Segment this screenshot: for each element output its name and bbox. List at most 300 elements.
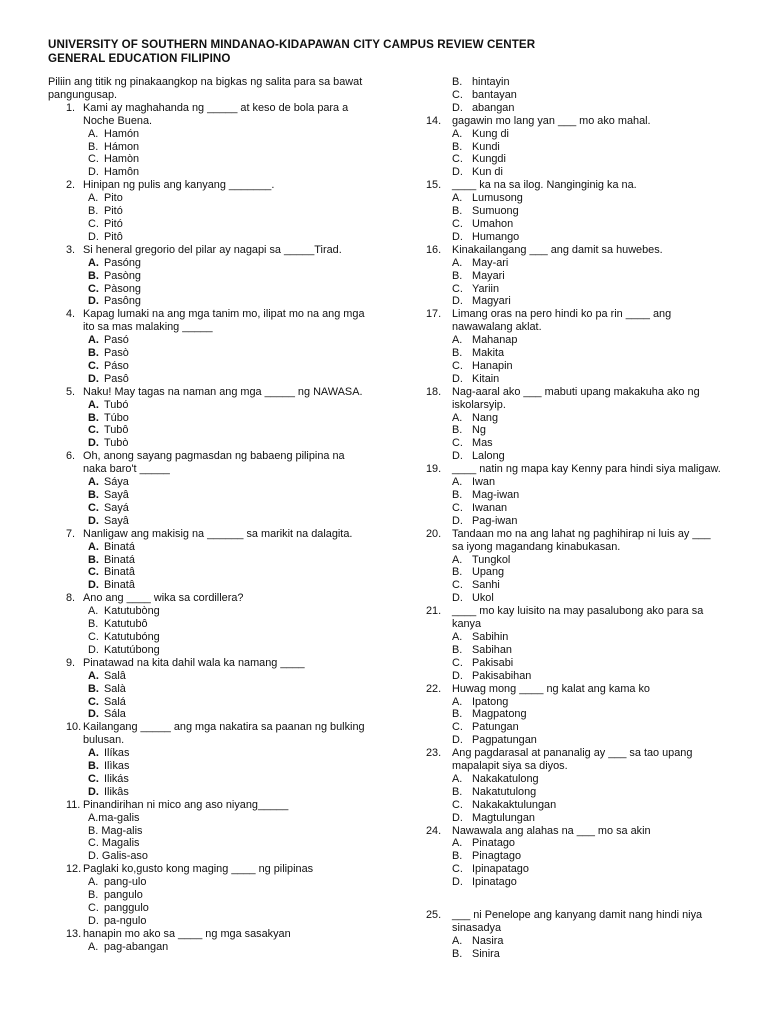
answer-option <box>48 270 366 283</box>
answer-option <box>414 566 724 579</box>
answer-option <box>48 476 366 489</box>
answer-option <box>414 283 724 296</box>
question-12 <box>48 863 366 876</box>
option-letter: A. <box>452 934 463 947</box>
question-number: 21. <box>426 605 442 618</box>
answer-option <box>414 102 724 115</box>
option-text: May-ari <box>472 256 509 269</box>
answer-option <box>414 837 724 850</box>
question-25 <box>414 909 724 935</box>
question-text: Kapag lumaki na ang mga tanim mo, ilipat mo na ang mga ito sa mas malaking _____ <box>83 308 365 334</box>
question-text: Pinandirihan ni mico ang aso niyang_____ <box>83 798 289 811</box>
answer-option <box>48 554 366 567</box>
question-text: Ang pagdarasal at pananalig ay ___ sa tao upang mapalapit siya sa diyos. <box>452 747 693 773</box>
option-text: abangan <box>472 101 515 114</box>
option-letter: C. <box>452 153 463 166</box>
option-letter: A. <box>452 411 463 424</box>
answer-option <box>48 579 366 592</box>
instructions: Piliin ang titik ng pinakaangkop na bigkas ng salita para sa bawat pangungusap. <box>48 76 363 101</box>
option-letter: C. <box>452 863 463 876</box>
question-number: 4. <box>66 308 76 321</box>
answer-option <box>414 786 724 799</box>
question-number: 18. <box>426 385 442 398</box>
option-letter: B. <box>452 424 463 437</box>
answer-option <box>414 579 724 592</box>
question-number: 8. <box>66 592 76 605</box>
answer-option <box>414 670 724 683</box>
option-letter: D. <box>88 914 99 927</box>
option-letter: A. <box>88 256 99 269</box>
option-text: Pito <box>104 192 123 205</box>
option-letter: C. <box>452 501 463 514</box>
option-text: Kun di <box>472 166 503 179</box>
option-text: Pag-iwan <box>472 514 518 527</box>
question-text: gagawin mo lang yan ___ mo ako mahal. <box>452 114 651 127</box>
document-title: UNIVERSITY OF SOUTHERN MINDANAO-KIDAPAWAN CITY CAMPUS REVIEW CENTER <box>48 38 536 51</box>
option-letter: C. <box>88 630 99 643</box>
option-text: Ng <box>472 424 486 437</box>
option-letter: B. <box>452 566 463 579</box>
option-text: Pitó <box>104 205 123 218</box>
answer-option: A.ma-galis <box>88 811 140 824</box>
option-text: Pàsong <box>104 282 141 295</box>
answer-option <box>48 334 366 347</box>
answer-option <box>414 257 724 270</box>
question-number: 5. <box>66 385 76 398</box>
option-letter: D. <box>452 811 463 824</box>
answer-option <box>414 721 724 734</box>
option-text: Sayá <box>104 501 129 514</box>
option-letter: A. <box>88 876 99 889</box>
option-letter: C. <box>452 656 463 669</box>
answer-option <box>48 566 366 579</box>
right-column <box>414 76 724 961</box>
answer-option <box>414 360 724 373</box>
answer-option <box>414 554 724 567</box>
answer-option <box>48 218 366 231</box>
option-letter: B. <box>452 347 463 360</box>
question-number: 15. <box>426 179 442 192</box>
option-text: bantayan <box>472 88 517 101</box>
option-letter: C. <box>88 566 99 579</box>
option-text: pa-ngulo <box>104 914 147 927</box>
answer-option <box>48 683 366 696</box>
question-text: Nag-aaral ako ___ mabuti upang makakuha ako ng iskolarsyip. <box>452 385 700 411</box>
question-24 <box>414 825 724 838</box>
question-text: Limang oras na pero hindi ko pa rin ____ ang nawawalang aklat. <box>452 308 672 334</box>
option-text: Humango <box>472 230 520 243</box>
question-text: Kailangang _____ ang mga nakatira sa paanan ng bulking bulusan. <box>83 721 365 747</box>
option-letter: D. <box>452 876 463 889</box>
question-number: 13. <box>66 927 82 940</box>
option-letter: A. <box>452 837 463 850</box>
option-text: Tungkol <box>472 553 511 566</box>
question-text: hanapin mo ako sa ____ ng mga sasakyan <box>83 927 291 940</box>
question-number: 20. <box>426 527 442 540</box>
option-letter: D. <box>452 669 463 682</box>
question-number: 12. <box>66 863 82 876</box>
option-letter: D. <box>88 514 99 527</box>
option-text: Pasó <box>104 334 129 347</box>
option-letter: A. <box>88 398 99 411</box>
option-text: Kundi <box>472 140 500 153</box>
answer-option <box>414 935 724 948</box>
answer-option <box>48 192 366 205</box>
question-number: 19. <box>426 463 442 476</box>
answer-option <box>48 128 366 141</box>
question-9 <box>48 657 366 670</box>
answer-option <box>48 295 366 308</box>
option-text: Katutúbong <box>104 643 160 656</box>
option-letter: A. <box>88 334 99 347</box>
option-letter: A. <box>88 940 99 953</box>
option-letter: D. <box>88 166 99 179</box>
option-letter: A. <box>452 553 463 566</box>
option-letter: C. <box>452 721 463 734</box>
question-text: Nanligaw ang makisig na ______ sa marikit na dalagita. <box>83 527 353 540</box>
option-text: Hamôn <box>104 166 140 179</box>
option-letter: B. <box>88 553 99 566</box>
option-text: Pakisabi <box>472 656 514 669</box>
answer-option <box>48 153 366 166</box>
answer-option <box>414 708 724 721</box>
option-text: Mayari <box>472 269 505 282</box>
answer-option <box>414 218 724 231</box>
answer-option <box>48 644 366 657</box>
question-text: Naku! May tagas na naman ang mga _____ ng NAWASA. <box>83 385 363 398</box>
question-text: Oh, anong sayang pagmasdan ng babaeng pilipina na naka baro't _____ <box>83 450 345 476</box>
answer-option <box>48 760 366 773</box>
option-text: Pinatago <box>472 837 515 850</box>
option-letter: D. <box>452 372 463 385</box>
option-letter: B. <box>88 760 99 773</box>
question-22 <box>414 683 724 696</box>
option-letter: D. <box>88 579 99 592</box>
answer-option: D. Galis-aso <box>88 850 148 863</box>
option-text: Hamòn <box>104 153 140 166</box>
answer-option <box>414 450 724 463</box>
question-19 <box>414 463 724 476</box>
option-letter: C. <box>452 579 463 592</box>
option-text: pag-abangan <box>104 940 169 953</box>
question-text: Ano ang ____ wika sa cordillera? <box>83 592 244 605</box>
option-letter: B. <box>88 411 99 424</box>
option-letter: C. <box>88 902 99 914</box>
option-text: Umahon <box>472 217 514 230</box>
question-2 <box>48 179 366 192</box>
option-text: Hámon <box>104 140 140 153</box>
question-13 <box>48 928 366 941</box>
option-letter: C. <box>88 217 99 230</box>
question-5 <box>48 386 366 399</box>
option-letter: B. <box>452 76 463 88</box>
answer-option <box>414 192 724 205</box>
question-text: ___ ni Penelope ang kanyang damit nang hindi niya sinasadya <box>452 909 703 934</box>
question-number: 14. <box>426 114 442 127</box>
option-text: Kitain <box>472 372 500 385</box>
option-letter: C. <box>88 695 99 708</box>
option-text: Binatâ <box>104 579 135 592</box>
question-number: 24. <box>426 824 442 837</box>
option-text: Ilikâs <box>104 785 129 798</box>
option-text: Hamón <box>104 127 140 140</box>
option-letter: B. <box>88 140 99 153</box>
option-letter: B. <box>452 269 463 282</box>
option-letter: B. <box>452 785 463 798</box>
option-letter: D. <box>88 643 99 656</box>
answer-option <box>414 437 724 450</box>
option-text: Ipinatago <box>472 876 517 889</box>
option-text: Iwan <box>472 476 496 489</box>
option-letter: C. <box>452 282 463 295</box>
option-text: Ipinapatago <box>472 863 529 876</box>
option-text: Nang <box>472 411 499 424</box>
option-letter: C. <box>452 217 463 230</box>
option-text: hintayin <box>472 76 510 88</box>
answer-option <box>48 696 366 709</box>
option-letter: C. <box>452 359 463 372</box>
option-letter: C. <box>452 437 463 450</box>
option-text: Pakisabihan <box>472 669 532 682</box>
option-text: Ilíkas <box>104 747 130 760</box>
question-17 <box>414 308 724 334</box>
option-text: Pagpatungan <box>472 734 537 747</box>
answer-option <box>48 373 366 386</box>
answer-option: C. Magalis <box>88 837 140 850</box>
option-text: Patungan <box>472 721 519 734</box>
option-letter: B. <box>452 140 463 153</box>
option-letter: A. <box>452 256 463 269</box>
option-text: Katutubô <box>104 618 148 631</box>
option-letter: A. <box>452 476 463 489</box>
answer-option <box>414 205 724 218</box>
option-letter: C. <box>452 88 463 101</box>
answer-option <box>48 257 366 270</box>
question-number: 11. <box>66 798 81 811</box>
answer-option <box>414 412 724 425</box>
option-letter: D. <box>88 295 99 308</box>
question-6 <box>48 450 366 476</box>
question-11 <box>48 799 366 812</box>
option-letter: A. <box>88 747 99 760</box>
option-text: Yariin <box>472 282 500 295</box>
option-text: Mahanap <box>472 334 518 347</box>
answer-option <box>48 876 366 889</box>
answer-option <box>48 231 366 244</box>
answer-option <box>414 850 724 863</box>
answer-option <box>414 644 724 657</box>
answer-option <box>48 399 366 412</box>
option-letter: D. <box>452 166 463 179</box>
option-letter: A. <box>452 334 463 347</box>
option-letter: C. <box>88 359 99 372</box>
question-14 <box>414 115 724 128</box>
option-text: Túbo <box>104 411 129 424</box>
option-text: Sabihin <box>472 630 509 643</box>
option-text: Kung di <box>472 127 509 140</box>
question-text: Tandaan mo na ang lahat ng paghihirap ni luis ay ___ sa iyong magandang kinabukasan. <box>452 527 711 553</box>
option-text: Sumuong <box>472 205 519 218</box>
option-text: Katutubóng <box>104 630 160 643</box>
answer-option <box>48 915 366 928</box>
answer-option <box>48 941 366 954</box>
question-number: 23. <box>426 747 442 760</box>
option-letter: C. <box>88 772 99 785</box>
question-number: 1. <box>66 101 76 114</box>
option-letter: B. <box>452 708 463 721</box>
question-text: ____ mo kay luisito na may pasalubong ako para sa kanya <box>452 605 704 631</box>
answer-option <box>414 631 724 644</box>
question-text: Si heneral gregorio del pilar ay nagapi sa _____Tirad. <box>83 243 342 256</box>
option-letter: B. <box>88 205 99 218</box>
answer-option <box>414 696 724 709</box>
option-letter: D. <box>88 230 99 243</box>
answer-option <box>414 515 724 528</box>
option-text: Ukol <box>472 592 494 605</box>
option-letter: A. <box>452 127 463 140</box>
answer-option <box>48 360 366 373</box>
answer-option <box>414 773 724 786</box>
option-letter: D. <box>452 734 463 747</box>
option-letter: B. <box>88 618 99 631</box>
spacer <box>414 889 724 909</box>
answer-option <box>414 76 724 89</box>
option-text: Hanapin <box>472 359 513 372</box>
option-letter: B. <box>452 947 463 960</box>
option-letter: B. <box>452 489 463 501</box>
option-text: Mag-iwan <box>472 489 520 501</box>
option-letter: B. <box>88 269 99 282</box>
answer-option <box>414 334 724 347</box>
option-text: Sála <box>104 708 126 721</box>
answer-option <box>414 231 724 244</box>
option-letter: D. <box>88 437 99 450</box>
option-letter: A. <box>88 127 99 140</box>
option-letter: D. <box>452 592 463 605</box>
answer-option <box>48 708 366 721</box>
option-text: Sayâ <box>104 489 129 501</box>
option-text: Binatá <box>104 553 135 566</box>
option-letter: D. <box>88 372 99 385</box>
option-text: Binatá <box>104 540 135 553</box>
option-text: Ipatong <box>472 695 509 708</box>
answer-option <box>48 618 366 631</box>
answer-option <box>48 889 366 902</box>
question-text: Hinipan ng pulis ang kanyang _______. <box>83 179 275 192</box>
option-text: Ilikás <box>104 772 129 785</box>
option-letter: D. <box>452 450 463 463</box>
question-text: ____ ka na sa ilog. Nanginginig ka na. <box>452 179 637 192</box>
answer-option <box>48 347 366 360</box>
question-number: 6. <box>66 450 76 463</box>
answer-option <box>414 948 724 961</box>
option-text: Sinira <box>472 947 500 960</box>
question-3 <box>48 244 366 257</box>
question-number: 2. <box>66 179 76 192</box>
question-number: 22. <box>426 682 442 695</box>
question-text: Pinatawad na kita dahil wala ka namang ____ <box>83 656 305 669</box>
option-text: Salá <box>104 695 126 708</box>
option-letter: A. <box>88 476 99 489</box>
option-letter: B. <box>88 889 99 902</box>
question-text: Kami ay maghahanda ng _____ at keso de bola para a Noche Buena. <box>83 101 349 127</box>
question-number: 10. <box>66 721 82 734</box>
question-4 <box>48 308 366 334</box>
option-text: Pasóng <box>104 256 141 269</box>
option-letter: A. <box>452 695 463 708</box>
answer-option <box>414 128 724 141</box>
option-text: Salà <box>104 682 126 695</box>
answer-option <box>48 786 366 799</box>
option-text: Pasòng <box>104 269 141 282</box>
option-text: Lalong <box>472 450 505 463</box>
option-text: Iwanan <box>472 501 508 514</box>
answer-option <box>48 283 366 296</box>
option-text: Upang <box>472 566 505 579</box>
option-text: Pitô <box>104 230 123 243</box>
answer-option <box>48 502 366 515</box>
option-text: Nakatutulong <box>472 785 537 798</box>
option-letter: C. <box>452 798 463 811</box>
option-letter: B. <box>452 643 463 656</box>
answer-option <box>414 799 724 812</box>
option-letter: D. <box>88 708 99 721</box>
question-21 <box>414 605 724 631</box>
option-letter: C. <box>88 282 99 295</box>
answer-option <box>414 502 724 515</box>
answer-option <box>48 205 366 218</box>
answer-option <box>414 734 724 747</box>
question-number: 9. <box>66 656 76 669</box>
option-letter: C. <box>88 153 99 166</box>
answer-option <box>414 592 724 605</box>
option-text: Pitó <box>104 217 123 230</box>
option-text: Tubô <box>104 424 129 437</box>
answer-option <box>414 141 724 154</box>
question-10 <box>48 721 366 747</box>
option-letter: D. <box>452 514 463 527</box>
answer-option <box>414 863 724 876</box>
answer-option <box>414 347 724 360</box>
option-letter: D. <box>88 785 99 798</box>
answer-option: B. Mag-alis <box>88 824 143 837</box>
answer-option <box>48 515 366 528</box>
option-text: Mas <box>472 437 493 450</box>
option-letter: B. <box>88 489 99 501</box>
option-text: Pasông <box>104 295 141 308</box>
answer-option <box>414 812 724 825</box>
option-text: pangulo <box>104 889 143 902</box>
option-text: Nakakaktulungan <box>472 798 557 811</box>
question-16 <box>414 244 724 257</box>
answer-option <box>414 166 724 179</box>
answer-option <box>48 670 366 683</box>
option-text: Nasira <box>472 934 504 947</box>
option-letter: A. <box>88 540 99 553</box>
answer-option <box>414 424 724 437</box>
question-20 <box>414 528 724 554</box>
answer-option <box>48 631 366 644</box>
option-letter: C. <box>88 501 99 514</box>
answer-option <box>48 412 366 425</box>
answer-option <box>414 153 724 166</box>
answer-option <box>414 876 724 889</box>
option-text: Salâ <box>104 669 126 682</box>
option-letter: B. <box>88 682 99 695</box>
option-text: Pinagtago <box>472 850 522 863</box>
option-letter: A. <box>452 192 463 205</box>
option-text: Pasò <box>104 347 129 360</box>
